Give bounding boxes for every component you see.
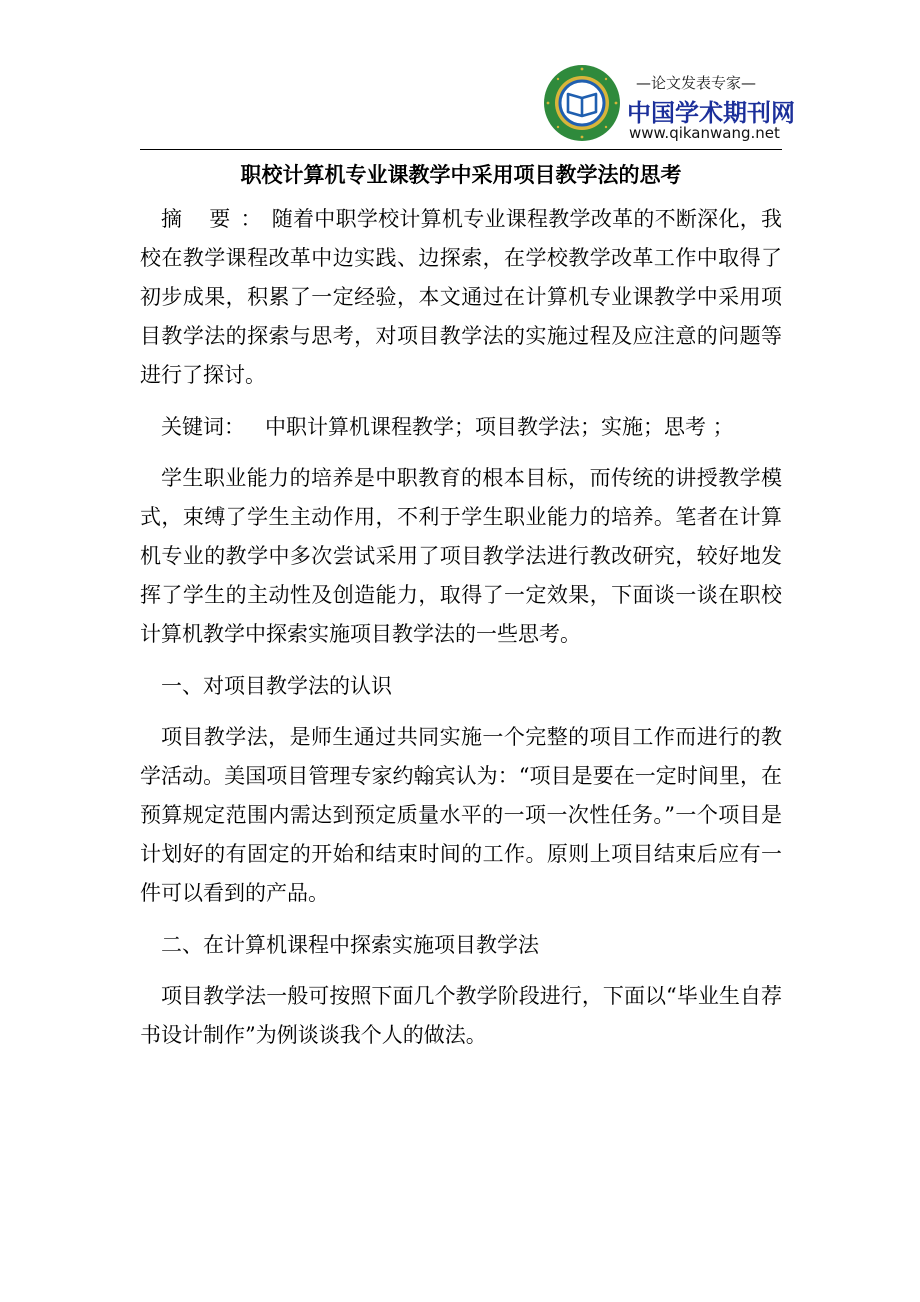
document-title: 职校计算机专业课教学中采用项目教学法的思考 — [240, 162, 682, 187]
logo-url: www.qikanwang.net — [629, 124, 780, 142]
logo-tagline: —论文发表专家— — [635, 74, 756, 92]
document-body — [140, 200, 782, 1068]
logo-site-name: 中国学术期刊网 — [627, 99, 795, 127]
abstract-text: 随着中职学校计算机专业课程教学改革的不断深化，我校在教学课程改革中边实践、边探索，在学校教学改革工作中取得了初步成果，积累了一定经验，本文通过在计算机专业课教学中采用项目教学法的探索与思考，对项目教学法的实施过程及应注意的问题等进行了探讨。 — [140, 207, 782, 387]
keywords-label: 关键词： — [161, 414, 245, 439]
keywords-paragraph — [140, 408, 782, 447]
header-divider — [140, 149, 782, 150]
section-heading: 二、在计算机课程中探索实施项目教学法 — [161, 932, 539, 957]
keywords-text: 中职计算机课程教学；项目教学法；实施；思考 ； — [265, 414, 734, 439]
seal-logo-icon — [543, 64, 621, 142]
body-paragraph: 学生职业能力的培养是中职教育的根本目标，而传统的讲授教学模式，束缚了学生主动作用，不利于学生职业能力的培养。笔者在计算机专业的教学中多次尝试采用了项目教学法进行教改研究，较好地发挥了学生的主动性及创造能力，取得了一定效果，下面谈一谈在职校计算机教学中探索实施项目教学法的一些思考。 — [140, 466, 782, 646]
abstract-paragraph — [140, 200, 782, 395]
body-paragraph: 项目教学法一般可按照下面几个教学阶段进行，下面以“毕业生自荐书设计制作”为例谈谈我个人的做法。 — [140, 984, 782, 1047]
page-header — [140, 60, 795, 152]
body-paragraph: 项目教学法，是师生通过共同实施一个完整的项目工作而进行的教学活动。美国项目管理专家约翰宾认为：“项目是要在一定时间里，在预算规定范围内需达到预定质量水平的一项一次性任务。”一个项目是计划好的有固定的开始和结束时间的工作。原则上项目结束后应有一件可以看到的产品。 — [140, 725, 782, 905]
site-logo — [543, 60, 795, 148]
abstract-label: 摘 要： — [161, 207, 272, 231]
section-heading: 一、对项目教学法的认识 — [161, 673, 392, 698]
